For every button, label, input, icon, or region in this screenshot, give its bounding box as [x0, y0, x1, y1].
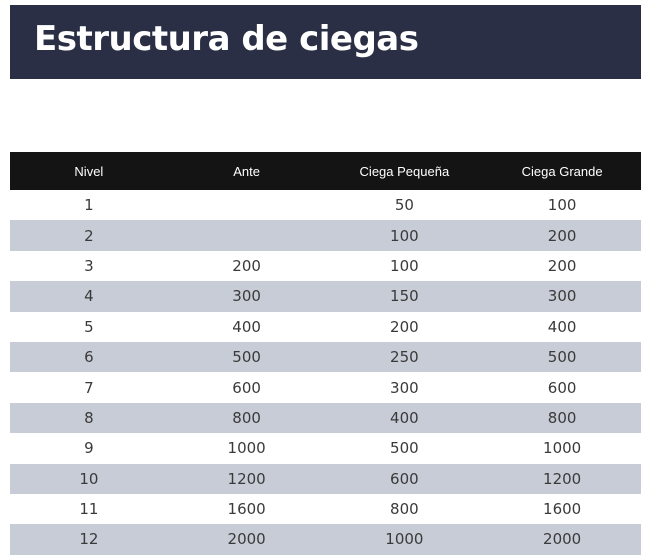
- ante-cell: 800: [168, 403, 326, 433]
- big-blind-cell: 300: [483, 281, 641, 311]
- ante-cell: [168, 220, 326, 250]
- small-blind-cell: 100: [326, 220, 484, 250]
- level-cell: 11: [10, 494, 168, 524]
- big-blind-cell: 1000: [483, 433, 641, 463]
- ante-cell: 400: [168, 312, 326, 342]
- level-cell: 9: [10, 433, 168, 463]
- small-blind-cell: 1000: [326, 524, 484, 554]
- table-row: [10, 312, 641, 342]
- big-blind-cell: 1600: [483, 494, 641, 524]
- table-row: [10, 281, 641, 311]
- ante-cell: 2000: [168, 524, 326, 554]
- level-cell: 5: [10, 312, 168, 342]
- ante-cell: 600: [168, 372, 326, 402]
- small-blind-cell: 300: [326, 372, 484, 402]
- ante-cell: 500: [168, 342, 326, 372]
- table-row: [10, 220, 641, 250]
- ante-cell: 200: [168, 251, 326, 281]
- small-blind-cell: 500: [326, 433, 484, 463]
- big-blind-cell: 2000: [483, 524, 641, 554]
- small-blind-cell: 100: [326, 251, 484, 281]
- big-blind-cell: 500: [483, 342, 641, 372]
- big-blind-cell: 200: [483, 220, 641, 250]
- small-blind-cell: 50: [326, 190, 484, 220]
- level-cell: 6: [10, 342, 168, 372]
- level-cell: 2: [10, 220, 168, 250]
- level-cell: 3: [10, 251, 168, 281]
- level-cell: 4: [10, 281, 168, 311]
- level-cell: 12: [10, 524, 168, 554]
- table-row: [10, 464, 641, 494]
- table-row: [10, 190, 641, 220]
- small-blind-cell: 800: [326, 494, 484, 524]
- table-row: [10, 403, 641, 433]
- column-header-ante: Ante: [168, 152, 326, 190]
- small-blind-cell: 200: [326, 312, 484, 342]
- column-header-small-blind: Ciega Pequeña: [326, 152, 484, 190]
- level-cell: 8: [10, 403, 168, 433]
- small-blind-cell: 150: [326, 281, 484, 311]
- ante-cell: 300: [168, 281, 326, 311]
- page-title: Estructura de ciegas: [34, 19, 419, 59]
- big-blind-cell: 1200: [483, 464, 641, 494]
- ante-cell: 1200: [168, 464, 326, 494]
- title-banner: [10, 5, 641, 79]
- level-cell: 7: [10, 372, 168, 402]
- table-row: [10, 433, 641, 463]
- small-blind-cell: 250: [326, 342, 484, 372]
- big-blind-cell: 200: [483, 251, 641, 281]
- table-header: [10, 152, 641, 190]
- big-blind-cell: 400: [483, 312, 641, 342]
- level-cell: 1: [10, 190, 168, 220]
- small-blind-cell: 600: [326, 464, 484, 494]
- table-row: [10, 494, 641, 524]
- level-cell: 10: [10, 464, 168, 494]
- blind-structure-table: [10, 152, 641, 555]
- column-header-level: Nivel: [10, 152, 168, 190]
- table-row: [10, 524, 641, 554]
- ante-cell: 1600: [168, 494, 326, 524]
- small-blind-cell: 400: [326, 403, 484, 433]
- table-row: [10, 251, 641, 281]
- ante-cell: [168, 190, 326, 220]
- table-row: [10, 372, 641, 402]
- ante-cell: 1000: [168, 433, 326, 463]
- table-row: [10, 342, 641, 372]
- column-header-big-blind: Ciega Grande: [483, 152, 641, 190]
- table-body: [10, 190, 641, 555]
- big-blind-cell: 600: [483, 372, 641, 402]
- header-row: [10, 152, 641, 190]
- big-blind-cell: 100: [483, 190, 641, 220]
- big-blind-cell: 800: [483, 403, 641, 433]
